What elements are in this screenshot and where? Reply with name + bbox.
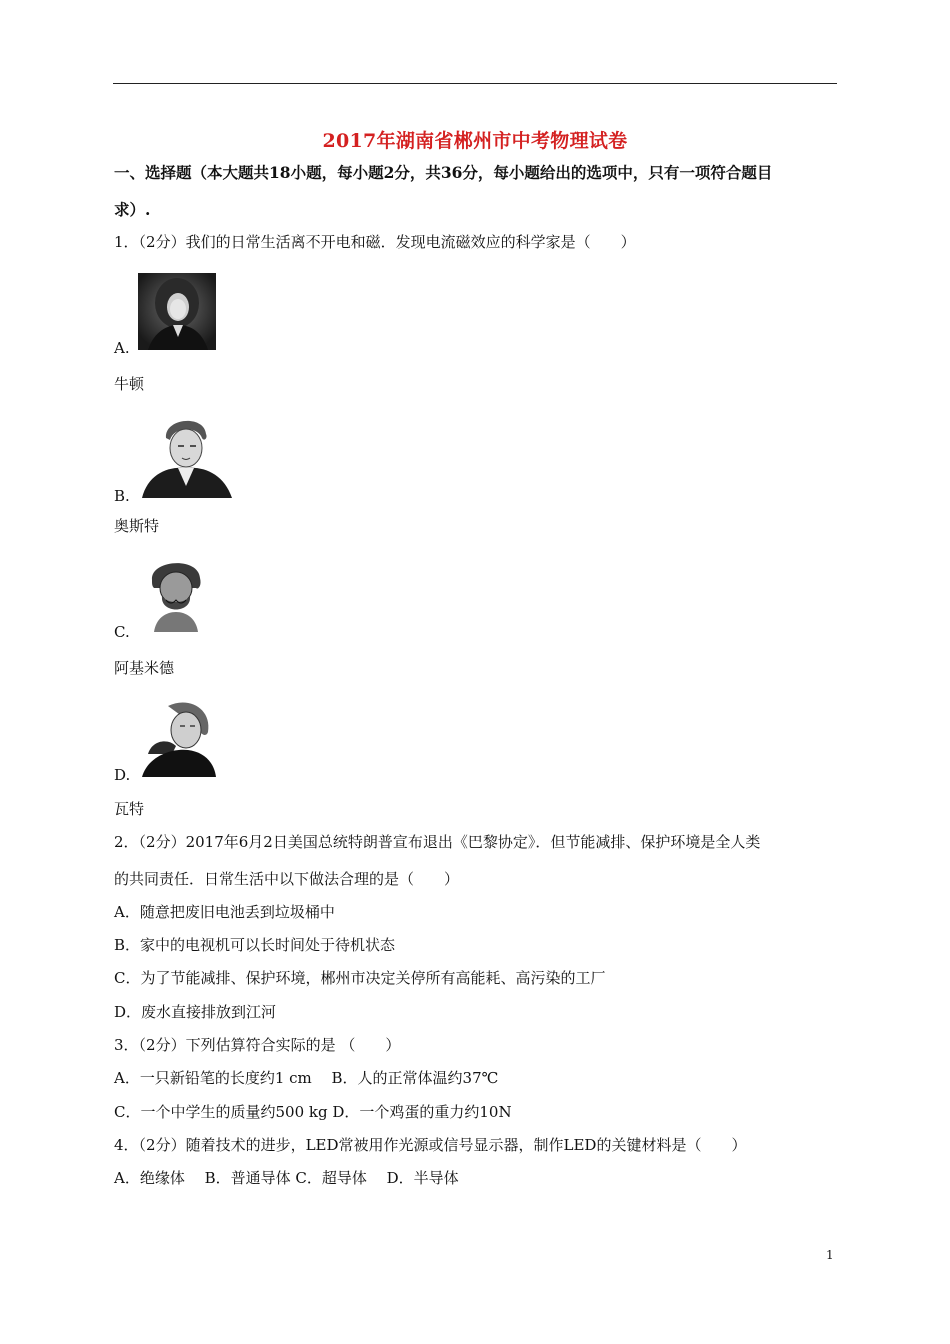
question-3-options-row2: C．一个中学生的质量约500 kg D．一个鸡蛋的重力约10N bbox=[114, 1103, 512, 1121]
watt-portrait bbox=[138, 694, 218, 777]
option-d-name: 瓦特 bbox=[114, 800, 145, 818]
section-heading-line2: 求）. bbox=[114, 200, 151, 219]
question-2-option-d: D．废水直接排放到江河 bbox=[114, 1003, 277, 1021]
question-2-option-a: A．随意把废旧电池丢到垃圾桶中 bbox=[114, 903, 335, 921]
option-a-name: 牛顿 bbox=[114, 375, 145, 393]
question-3-options-row1: A．一只新铅笔的长度约1 cm B．人的正常体温约37℃ bbox=[114, 1069, 499, 1087]
section-heading-line1: 一、选择题（本大题共18小题，每小题2分，共36分，每小题给出的选项中，只有一项符合题目 bbox=[114, 163, 773, 182]
question-2-stem-line1: 2．（2分）2017年6月2日美国总统特朗普宣布退出《巴黎协定》．但节能减排、保护环境是全人类 bbox=[114, 833, 761, 851]
option-c-name: 阿基米德 bbox=[114, 659, 175, 677]
option-c-letter: C. bbox=[114, 623, 130, 641]
question-4-options-row1: A．绝缘体 B．普通导体 C．超导体 D．半导体 bbox=[114, 1169, 459, 1187]
question-2-stem-line2: 的共同责任．日常生活中以下做法合理的是（ ） bbox=[114, 870, 460, 888]
option-b-letter: B. bbox=[114, 487, 130, 505]
page-number: 1 bbox=[826, 1248, 834, 1262]
option-a-letter: A. bbox=[114, 339, 130, 357]
question-3-stem: 3．（2分）下列估算符合实际的是 （ ） bbox=[114, 1036, 401, 1054]
page-title: 2017年湖南省郴州市中考物理试卷 bbox=[322, 130, 628, 152]
archimedes-bust bbox=[140, 552, 210, 632]
option-d-letter: D. bbox=[114, 766, 131, 784]
oersted-portrait bbox=[138, 408, 236, 498]
newton-portrait bbox=[138, 273, 216, 350]
question-1-stem: 1．（2分）我们的日常生活离不开电和磁．发现电流磁效应的科学家是（ ） bbox=[114, 233, 636, 251]
question-4-stem: 4．（2分）随着技术的进步，LED常被用作光源或信号显示器，制作LED的关键材料是（ ） bbox=[114, 1136, 747, 1154]
question-2-option-b: B．家中的电视机可以长时间处于待机状态 bbox=[114, 936, 396, 954]
header-rule bbox=[113, 83, 837, 84]
option-b-name: 奥斯特 bbox=[114, 517, 160, 535]
question-2-option-c: C．为了节能减排、保护环境，郴州市决定关停所有高能耗、高污染的工厂 bbox=[114, 969, 606, 987]
